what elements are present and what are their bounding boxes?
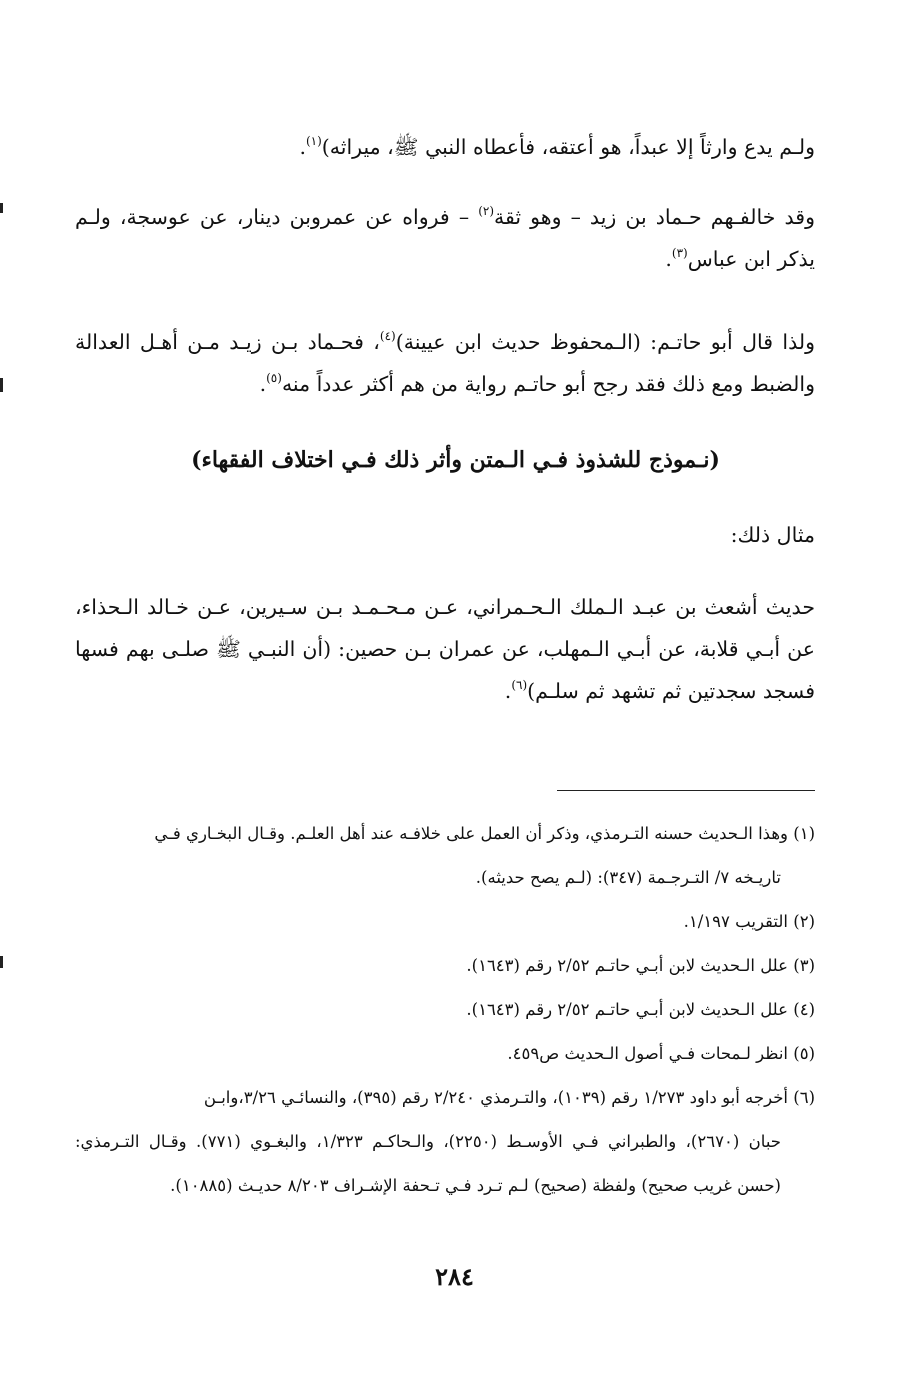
footnote-text: علل الـحديث لابن أبـي حاتـم ٢/٥٢ رقم (١٦٤٣). [466, 956, 788, 975]
footnote-text-cont: حبان (٢٦٧٠)، والطبراني فـي الأوسـط (٢٢٥٠)، والـحاكـم ١/٣٢٣، والبغـوي (٧٧١). وقـال التـرمذي: (حسن غريب صحيح) ولفظة (صحيح) لـم تـرد فـي تـحفة الإشـراف ٨/٢٠٣ حديـث (١٠٨٨٥). [75, 1132, 781, 1195]
paragraph-3-text: ولذا قال أبو حاتـم: (الـمحفوظ حديث ابن عيينة) [395, 330, 815, 354]
paragraph-4-text: حديث أشعث بن عبـد الـملك الـحـمراني، عـن مـحـمـد بـن سـيرين، عـن خـالد الـحذاء، عن أبـي قلابة، عن أبـي الـمهلب، عن عمران بـن حصين: (أن النبـي ﷺ صلـى بهم فسها فسجد سجدتين ثم تشهد ثم سلـم) [75, 595, 815, 703]
footnote-number: (١) [793, 824, 815, 843]
footnote-ref-2[interactable]: (٢) [478, 204, 495, 218]
footnote-item [75, 1032, 815, 1076]
footnote-item [75, 944, 815, 988]
footnote-number: (٦) [793, 1088, 815, 1107]
paragraph-1-text: ولـم يدع وارثاً إلا عبداً، هو أعتقه، فأعطاه النبي ﷺ، ميراثه) [321, 135, 815, 159]
paragraph-2-text: وقد خالفـهم حـماد بن زيد – وهو ثقة [494, 205, 815, 229]
footnote-ref-3[interactable]: (٣) [671, 246, 688, 260]
paragraph-3 [75, 321, 815, 405]
footnote-text: وهذا الـحديث حسنه التـرمذي، وذكر أن العمل على خلافـه عند أهل العلـم. وقـال البخـاري فـي [154, 824, 788, 843]
footnote-text: انظر لـمحات فـي أصول الـحديث ص٤٥٩. [507, 1044, 788, 1063]
footnote-item [75, 812, 815, 900]
footnote-divider [557, 790, 815, 791]
footnote-text: أخرجه أبو داود ١/٢٧٣ رقم (١٠٣٩)، والتـرمذي ٢/٢٤٠ رقم (٣٩٥)، والنسائـي ٣/٢٦،وابـن [203, 1088, 788, 1107]
scan-edge-mark [0, 956, 3, 968]
section-heading: (نـموذج للشذوذ فـي الـمتن وأثر ذلك فـي اختلاف الفقهاء) [191, 447, 720, 473]
paragraph-4 [75, 586, 815, 712]
footnote-text: التقريب ١/١٩٧. [683, 912, 788, 931]
footnote-text: علل الـحديث لابن أبـي حاتـم ٢/٥٢ رقم (١٦٤٣). [466, 1000, 788, 1019]
paragraph-1-end: . [299, 135, 306, 159]
paragraph-example-label [75, 514, 815, 556]
footnote-ref-6[interactable]: (٦) [511, 678, 528, 692]
paragraph-2-cont: – فرواه عن عمروبن دينار، عن عوسجة، ولـم يذكر ابن عباس [75, 205, 815, 271]
paragraph-2 [75, 196, 815, 280]
footnote-item [75, 1076, 815, 1208]
page-number: ٢٨٤ [435, 1262, 474, 1291]
paragraph-3-cont: ، فحـماد بـن زيـد مـن أهـل العدالة والضبط ومع ذلك فقد رجح أبو حاتـم رواية من هم أكثر عدداً منه [75, 330, 815, 396]
example-label: مثال ذلك: [730, 523, 815, 547]
paragraph-1 [75, 126, 815, 168]
footnotes-list [75, 812, 815, 1208]
footnote-item [75, 900, 815, 944]
paragraph-3-end: . [259, 372, 267, 396]
footnote-number: (٢) [793, 912, 815, 931]
paragraph-2-end: . [665, 247, 672, 271]
footnote-ref-4[interactable]: (٤) [379, 329, 396, 343]
footnote-number: (٣) [793, 956, 815, 975]
footnote-text-cont: تاريـخه ٧/ التـرجـمة (٣٤٧): (لـم يصح حديثه). [475, 868, 781, 887]
scan-edge-mark [0, 203, 3, 213]
paragraph-4-end: . [504, 679, 512, 703]
footnote-ref-1[interactable]: (١) [305, 134, 322, 148]
footnote-ref-5[interactable]: (٥) [266, 371, 282, 385]
footnote-number: (٥) [793, 1044, 815, 1063]
scan-edge-mark [0, 378, 3, 392]
footnote-item [75, 988, 815, 1032]
footnote-number: (٤) [793, 1000, 815, 1019]
